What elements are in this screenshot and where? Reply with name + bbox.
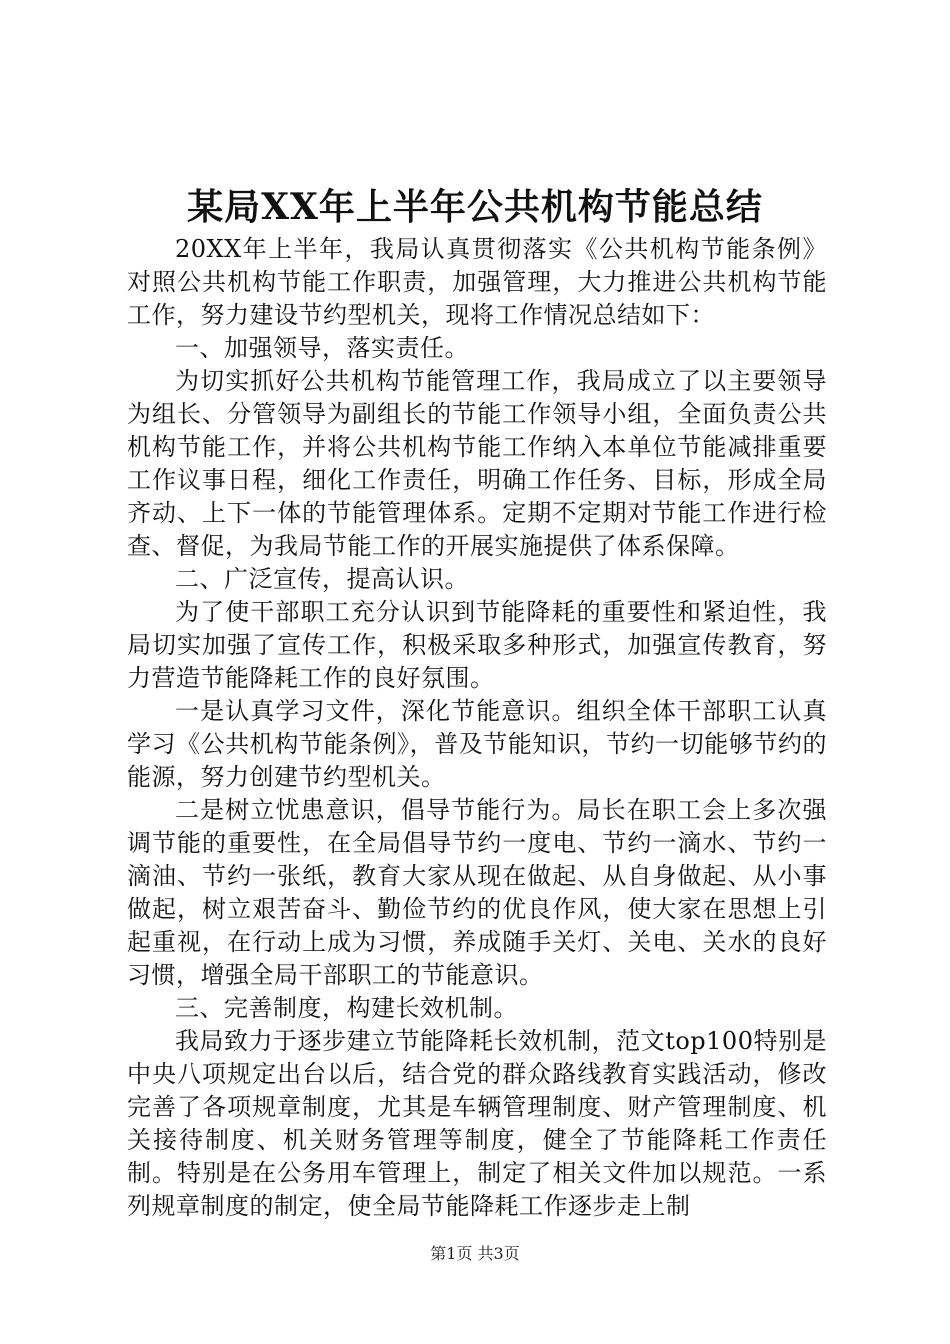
section-heading-1: 一、加强领导，落实责任。 <box>175 334 469 362</box>
paragraph-awareness: 二是树立忧患意识，倡导节能行为。局长在职工会上多次强调节能的重要性，在全局倡导节约一度电、节约一滴水、节约一滴油、节约一张纸，教育大家从现在做起、从自身做起、从小事做起，树立艰苦奋斗、勤俭节约的优良作风，使大家在思想上引起重视，在行动上成为习惯，养成随手关灯、关电、关水的良好习惯，增强全局干部职工的节能意识。 <box>127 796 827 989</box>
paragraph-intro: 20XX年上半年，我局认真贯彻落实《公共机构节能条例》对照公共机构节能工作职责，加强管理，大力推进公共机构节能工作，努力建设节约型机关，现将工作情况总结如下： <box>127 235 827 329</box>
paragraph-leadership: 为切实抓好公共机构节能管理工作，我局成立了以主要领导为组长、分管领导为副组长的节能工作领导小组，全面负责公共机构节能工作，并将公共机构节能工作纳入本单位节能减排重要工作议事日程，细化工作责任，明确工作任务、目标，形成全局齐动、上下一体的节能管理体系。定期不定期对节能工作进行检查、督促，为我局节能工作的开展实施提供了体系保障。 <box>127 367 827 560</box>
paragraph-publicity: 为了使干部职工充分认识到节能降耗的重要性和紧迫性，我局切实加强了宣传工作，积极采取多种形式，加强宣传教育，努力营造节能降耗工作的良好氛围。 <box>127 598 827 692</box>
document-title: 某局XX年上半年公共机构节能总结 <box>187 186 763 228</box>
paragraph-system: 我局致力于逐步建立节能降耗长效机制，范文top100特别是中央八项规定出台以后，结合党的群众路线教育实践活动，修改完善了各项规章制度，尤其是车辆管理制度、财产管理制度、机关接待制度、机关财务管理等制度，健全了节能降耗工作责任制。特别是在公务用车管理上，制定了相关文件加以规范。一系列规章制度的制定，使全局节能降耗工作逐步走上制 <box>127 1027 827 1220</box>
page-number-footer: 第1页 共3页 <box>430 1244 520 1263</box>
document-body <box>127 233 827 1223</box>
section-heading-3: 三、完善制度，构建长效机制。 <box>175 994 518 1022</box>
paragraph-study: 一是认真学习文件，深化节能意识。组织全体干部职工认真学习《公共机构节能条例》，普及节能知识，节约一切能够节约的能源，努力创建节约型机关。 <box>127 697 827 791</box>
section-heading-2: 二、广泛宣传，提高认识。 <box>175 565 469 593</box>
